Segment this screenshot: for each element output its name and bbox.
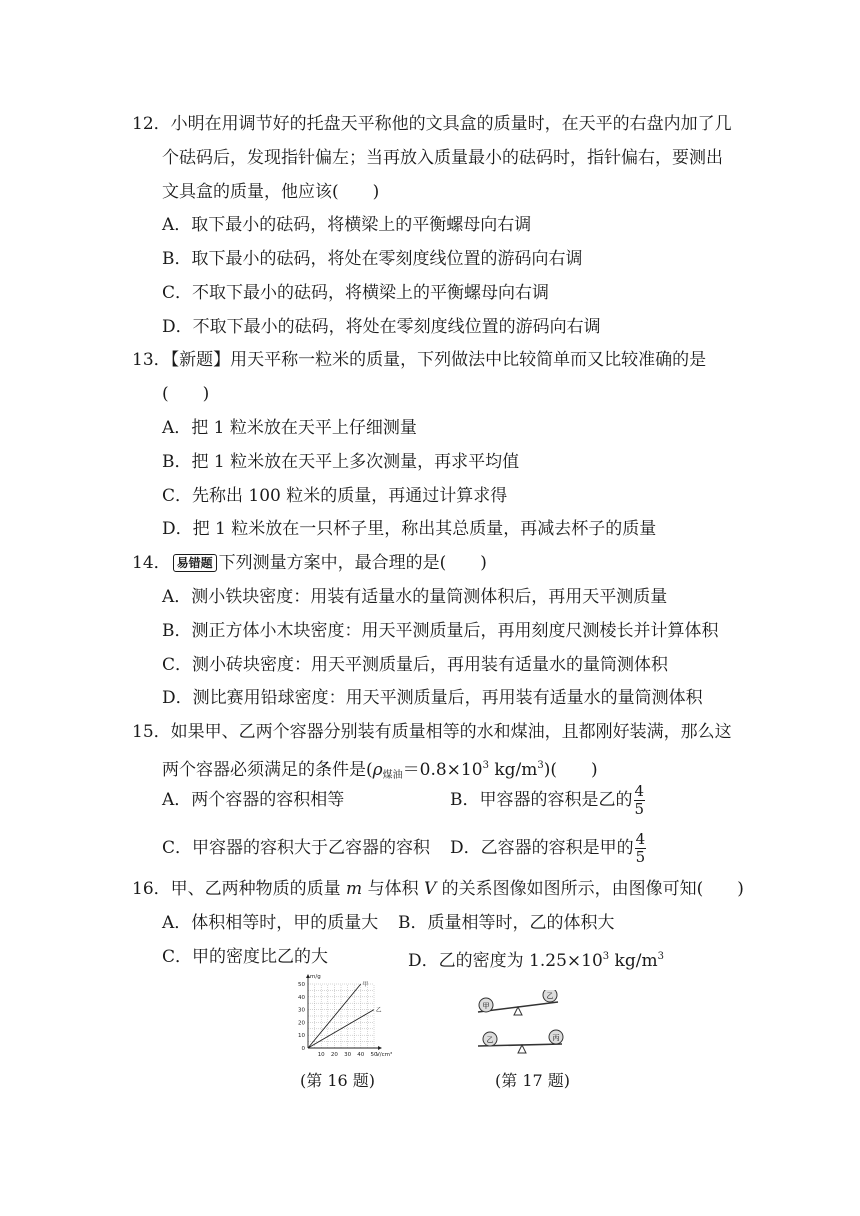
y-tick-label: 0 bbox=[301, 1046, 305, 1052]
q13-option-d: D．把 1 粒米放在一只杯子里，称出其总质量，再减去杯子的质量 bbox=[162, 519, 657, 539]
y-tick-label: 20 bbox=[298, 1020, 305, 1027]
mass-volume-chart bbox=[286, 968, 396, 1060]
q12-option-a: A．取下最小的砝码，将横梁上的平衡螺母向右调 bbox=[162, 215, 532, 235]
q14-stem bbox=[132, 552, 487, 574]
q16-option-d-exponent: 3 bbox=[602, 951, 610, 962]
q13-option-c: C．先称出 100 粒米的质量，再通过计算求得 bbox=[162, 486, 508, 506]
rho-symbol: ρ bbox=[372, 760, 383, 780]
y-axis-label: m/g bbox=[310, 974, 321, 980]
q15-option-b-text: B．甲容器的容积是乙的 bbox=[450, 790, 633, 810]
q13-option-a: A．把 1 粒米放在天平上仔细测量 bbox=[162, 418, 417, 438]
figure-16-caption: (第 16 题) bbox=[300, 1071, 376, 1090]
series-label: 甲 bbox=[362, 982, 369, 988]
q15-option-b bbox=[450, 778, 645, 822]
q15-option-c: C．甲容器的容积大于乙容器的容积 bbox=[162, 838, 431, 858]
q16-option-d-pre: D．乙的密度为 1.25×10 bbox=[408, 951, 603, 971]
q13-stem-line2: ( ) bbox=[162, 384, 210, 404]
error-prone-badge: 易错题 bbox=[173, 554, 217, 572]
balance-beams-figure bbox=[470, 990, 570, 1060]
fraction-four-fifths bbox=[635, 831, 647, 866]
q15-option-a: A．两个容器的容积相等 bbox=[162, 790, 345, 810]
x-tick-label: 50 bbox=[370, 1052, 378, 1058]
q12-option-c: C．不取下最小的砝码，将横梁上的平衡螺母向右调 bbox=[162, 283, 550, 303]
q16-option-d-unit: kg/m bbox=[609, 951, 658, 971]
bottom-balance bbox=[478, 1030, 563, 1053]
series-label: 乙 bbox=[376, 1007, 382, 1014]
q12-stem-line2: 个砝码后，发现指针偏左；当再放入质量最小的砝码时，指针偏右，要测出 bbox=[162, 148, 723, 168]
mass-symbol: m bbox=[346, 879, 363, 899]
top-fulcrum-icon bbox=[514, 1007, 522, 1015]
q16-option-c: C．甲的密度比乙的大 bbox=[162, 947, 329, 967]
y-tick-label: 40 bbox=[298, 994, 305, 1001]
fraction-numerator: 4 bbox=[634, 782, 645, 800]
q15-line2-mid: ＝0.8×10 bbox=[402, 760, 483, 780]
fraction-numerator: 4 bbox=[635, 830, 646, 848]
ball-yi-label: 乙 bbox=[546, 992, 554, 1000]
x-axis-arrow-icon bbox=[378, 1046, 382, 1050]
x-tick-label: 10 bbox=[317, 1052, 325, 1058]
q14-number: 14． bbox=[132, 553, 171, 573]
fraction-denominator: 5 bbox=[634, 800, 645, 818]
q12-stem-line1: 12．小明在用调节好的托盘天平称他的文具盒的质量时，在天平的右盘内加了几 bbox=[132, 114, 732, 134]
q14-option-c: C．测小砖块密度：用天平测质量后，再用装有适量水的量筒测体积 bbox=[162, 655, 669, 675]
q12-option-d: D．不取下最小的砝码，将处在零刻度线位置的游码向右调 bbox=[162, 317, 601, 337]
q14-option-d: D．测比赛用铅球密度：用天平测质量后，再用装有适量水的量筒测体积 bbox=[162, 688, 703, 708]
rho-subscript: 煤油 bbox=[382, 770, 403, 781]
q12-option-b: B．取下最小的砝码，将处在零刻度线位置的游码向右调 bbox=[162, 249, 583, 269]
q16-option-d bbox=[408, 946, 664, 972]
q15-unit: kg/m bbox=[488, 760, 538, 780]
q16-option-b: B．质量相等时，乙的体积大 bbox=[398, 913, 615, 933]
q12-stem-line3: 文具盒的质量，他应该( ) bbox=[162, 182, 380, 202]
q15-line2-post: )( ) bbox=[543, 760, 598, 780]
q13-stem-line1: 13．【新题】用天平称一粒米的质量，下列做法中比较简单而又比较准确的是 bbox=[132, 350, 707, 370]
x-tick-label: 40 bbox=[357, 1052, 365, 1058]
q16-stem-mid: 与体积 bbox=[362, 879, 424, 899]
q14-option-a: A．测小铁块密度：用装有适量水的量筒测体积后，再用天平测质量 bbox=[162, 587, 668, 607]
y-tick-label: 50 bbox=[298, 982, 305, 988]
ball-jia-label: 甲 bbox=[482, 1002, 490, 1010]
ball-yi-label: 乙 bbox=[486, 1036, 494, 1044]
q15-option-d bbox=[450, 826, 646, 870]
q14-option-b: B．测正方体小木块密度：用天平测质量后，再用刻度尺测棱长并计算体积 bbox=[162, 621, 719, 641]
fraction-four-fifths bbox=[634, 783, 646, 818]
q15-stem-line1: 15．如果甲、乙两个容器分别装有质量相等的水和煤油，且都刚好装满，那么这 bbox=[132, 722, 732, 742]
q16-option-a: A．体积相等时，甲的质量大 bbox=[162, 913, 379, 933]
y-tick-label: 30 bbox=[298, 1007, 305, 1014]
x-axis-label: V/cm³ bbox=[376, 1052, 393, 1058]
chart-grid bbox=[308, 984, 374, 1048]
x-tick-label: 20 bbox=[330, 1052, 338, 1058]
figure-17-caption: (第 17 题) bbox=[495, 1071, 571, 1090]
q16-stem-post: 的关系图像如图所示，由图像可知( ) bbox=[436, 879, 744, 899]
q16-stem-pre: 16．甲、乙两种物质的质量 bbox=[132, 879, 347, 899]
q16-option-d-unit-exponent: 3 bbox=[657, 951, 664, 962]
x-tick-label: 30 bbox=[344, 1052, 352, 1058]
q13-option-b: B．把 1 粒米放在天平上多次测量，再求平均值 bbox=[162, 452, 520, 472]
q16-stem bbox=[132, 878, 744, 900]
bottom-fulcrum-icon bbox=[518, 1045, 526, 1053]
y-tick-label: 10 bbox=[298, 1033, 305, 1040]
fraction-denominator: 5 bbox=[635, 848, 646, 866]
q15-option-d-text: D．乙容器的容积是甲的 bbox=[450, 838, 634, 858]
top-balance bbox=[478, 990, 558, 1015]
q15-unit-exponent: 3 bbox=[537, 760, 544, 771]
volume-symbol: V bbox=[423, 879, 437, 899]
q15-exponent: 3 bbox=[482, 760, 489, 771]
q15-line2-pre: 两个容器必须满足的条件是( bbox=[162, 760, 373, 780]
ball-bing-label: 丙 bbox=[552, 1034, 560, 1042]
q14-stem-text: 下列测量方案中，最合理的是( ) bbox=[218, 553, 487, 573]
